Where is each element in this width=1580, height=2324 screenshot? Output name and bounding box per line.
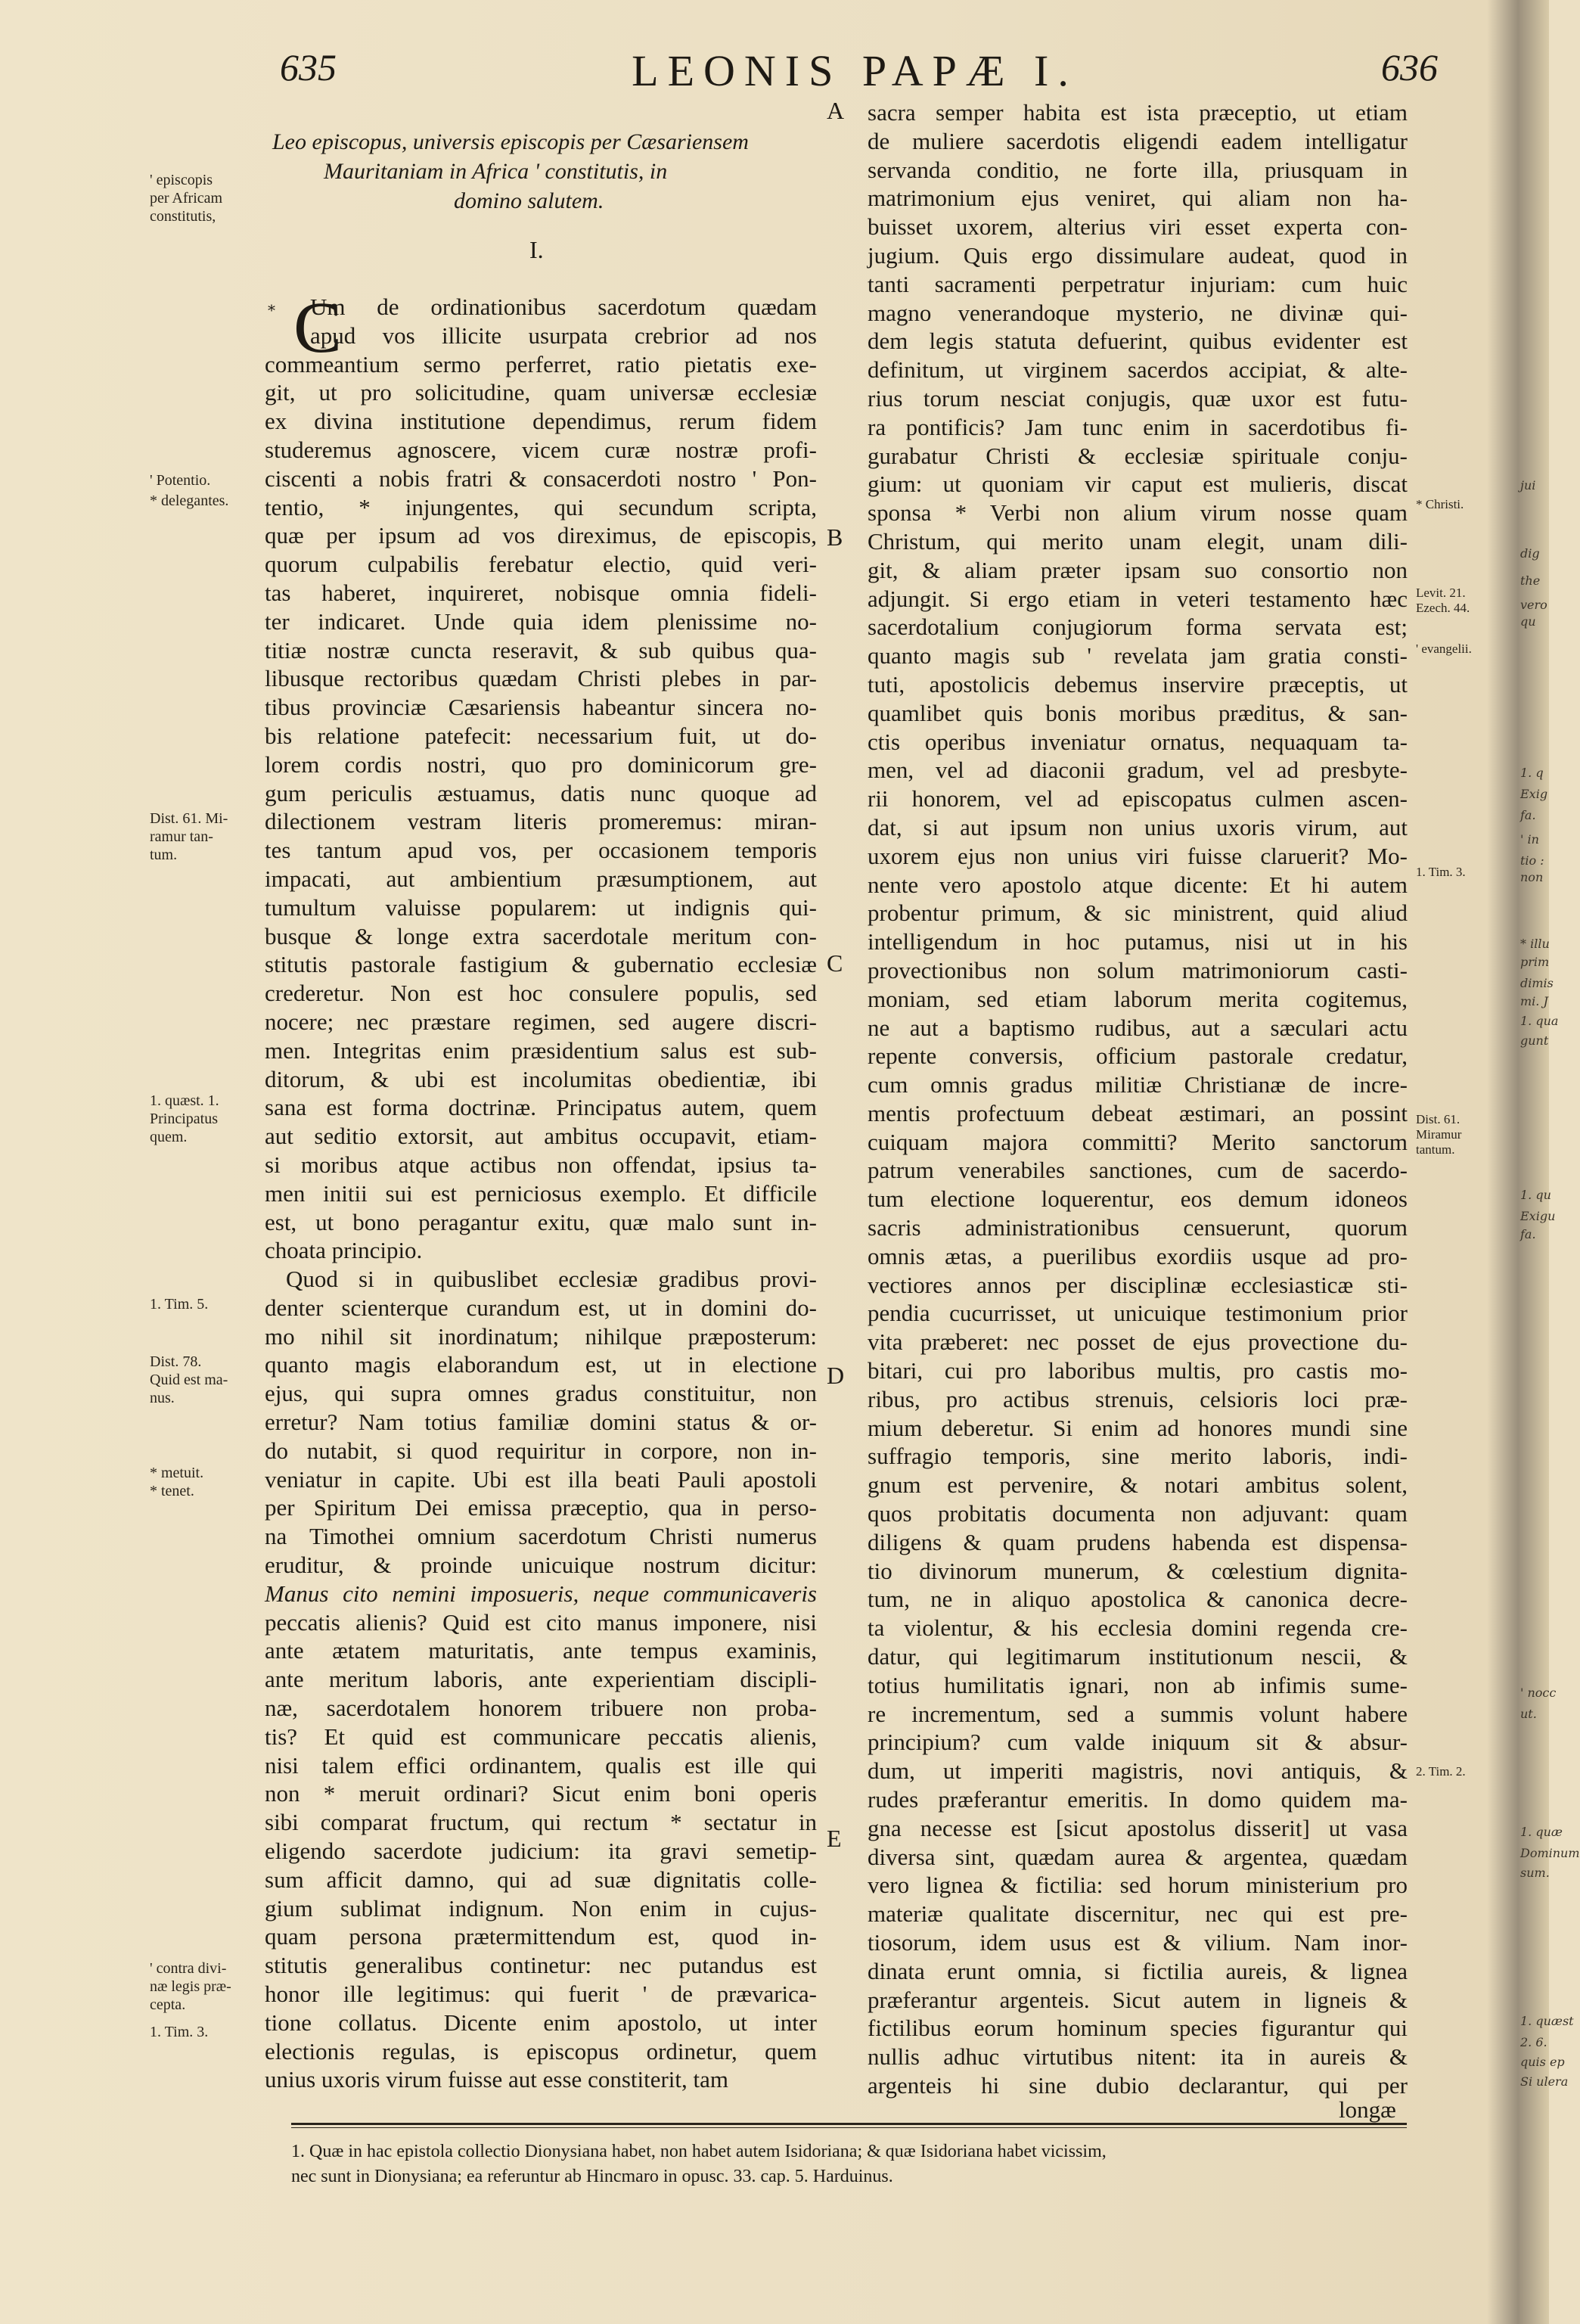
text-line: omnis ætas, a puerilibus exordiis usque ad pro-: [868, 1242, 1408, 1269]
text-line: sacris administrationibus censuerunt, quorum: [868, 1214, 1408, 1241]
text-line: buisset uxorem, alterius viri esset experta con-: [868, 213, 1408, 241]
text-line: diligens & quam prudens habenda est dispensa-: [868, 1528, 1408, 1555]
text-line: tibus provinciæ Cæsariensis habeantur sincera no-: [265, 694, 817, 721]
text-line: lorem cordis nostri, quo pro dominicorum gre-: [265, 750, 817, 778]
text-line: de muliere sacerdotis eligendi eadem intelligatur: [868, 127, 1408, 154]
neighbor-fragment: mi. J: [1520, 994, 1548, 1008]
margin-note: [1416, 586, 1470, 616]
text-line: ribus, pro actibus strenuis, celsioris loci præ-: [868, 1385, 1408, 1412]
margin-note-line: ' contra divi-: [150, 1960, 227, 1977]
text-line: libusque rectoribus quædam Christi plebes in par-: [265, 665, 817, 692]
text-line: tis? Et quid est communicare peccatis alienis,: [265, 1723, 817, 1750]
text-line: do nutabit, si quod requiritur in corpore, non in-: [265, 1437, 817, 1464]
text-line: quanto magis elaborandum est, ut in electione: [265, 1351, 817, 1378]
neighbor-fragment: 1. qua: [1520, 1014, 1559, 1028]
text-line: tio divinorum munerum, & cœlestium dignita-: [868, 1557, 1408, 1584]
margin-note-line: Dist. 78.: [150, 1353, 202, 1370]
text-line: honor ille legitimus: qui fuerit ' de prævarica-: [265, 1981, 817, 2008]
neighbor-fragment: Exigu: [1520, 1209, 1556, 1223]
text-line: men, vel ad diaconii gradum, vel ad presbyte-: [868, 757, 1408, 784]
salutation-line: Leo episcopus, universis episcopis per Cæsariensem: [272, 129, 749, 154]
neighbor-fragment: non: [1520, 870, 1544, 884]
text-line: sponsa * Verbi non alium virum nosse quam: [868, 499, 1408, 527]
margin-note: [150, 492, 228, 510]
text-line: men. Integritas enim præsidentium salus est sub-: [265, 1036, 817, 1064]
text-line: dat, si aut ipsum non unius uxoris virum, aut: [868, 813, 1408, 840]
text-line: crederetur. Non est hoc consulere populis, sed: [265, 980, 817, 1007]
text-line: gium: ut quoniam vir caput est mulieris, discat: [868, 471, 1408, 498]
text-line: servanda conditio, ne forte illa, priusquam in: [868, 156, 1408, 183]
drop-capital: C: [293, 287, 343, 368]
text-line: jugium. Quis ergo dissimulare audeat, quod in: [868, 241, 1408, 269]
neighbor-fragment: 1. q: [1520, 766, 1544, 780]
text-line: dinata erunt omnia, si fictilia aureis, & lignea: [868, 1957, 1408, 1984]
footnote-rule-thin: [291, 2127, 1407, 2128]
text-line: næ, sacerdotalem honorem tribuere non proba-: [265, 1695, 817, 1722]
text-line: ta violentur, & his ecclesia domini regenda cre-: [868, 1614, 1408, 1642]
text-line: ctis operibus inveniatur ornatus, nequaquam ta-: [868, 728, 1408, 755]
text-line: ciscenti a nobis fratri & consacerdoti nostro ' Pon-: [265, 464, 817, 492]
neighbor-fragment: 1. qu: [1520, 1188, 1551, 1202]
margin-note-line: 1. Tim. 3.: [1416, 865, 1466, 879]
text-line: mo nihil sit inordinatum; nihilque præposterum:: [265, 1322, 817, 1350]
margin-note: [150, 1092, 219, 1146]
text-line: eruditur, & proinde unicuique nostrum dicitur:: [265, 1552, 817, 1579]
text-line: ejus, qui supra omnes gradus constituitur, non: [265, 1380, 817, 1407]
text-line: tes tantum apud vos, per occasionem temporis: [265, 837, 817, 864]
footnote-marker: *: [268, 301, 275, 319]
text-line: rius torum nesciat conjugis, quæ uxor est futu-: [868, 384, 1408, 412]
text-line: sacerdotalium conjugiorum forma servata est;: [868, 614, 1408, 641]
salutation-line: Mauritaniam in Africa ' constitutis, in: [324, 159, 668, 184]
text-line: ante meritum laboris, ante experientiam discipli-: [265, 1666, 817, 1693]
text-line: tum, ne in aliquo apostolica & canonica decre-: [868, 1586, 1408, 1613]
section-number: I.: [529, 236, 544, 263]
text-line: veniatur in capite. Ubi est illa beati Pauli apostoli: [265, 1465, 817, 1493]
text-line: gium sublimat indignum. Non enim in cujus-: [265, 1894, 817, 1922]
margin-note: [150, 471, 210, 489]
footnote-line: nec sunt in Dionysiana; ea referuntur ab Hincmaro in opusc. 33. cap. 5. Harduinus.: [291, 2167, 893, 2186]
text-line: quorum culpabilis ferebatur electio, quid veri-: [265, 551, 817, 578]
text-line: dilectionem vestram literis promeremus: miran-: [265, 808, 817, 835]
page-number-right: 636: [1381, 46, 1438, 89]
neighbor-fragment: jui: [1520, 478, 1536, 492]
text-line: fictilibus eorum hominum species figurantur qui: [868, 2015, 1408, 2042]
text-line: pendia cucurrisset, ut unicuique testimonium prior: [868, 1300, 1408, 1327]
neighbor-fragment: fa.: [1520, 1227, 1536, 1241]
margin-note: [150, 2023, 208, 2041]
margin-note-line: per Africam: [150, 190, 223, 207]
text-line: tuti, apostolicis debemus inservire præceptis, ut: [868, 670, 1408, 698]
margin-note-line: 1. quæst. 1.: [150, 1092, 219, 1109]
text-line: quanto magis sub ' revelata jam gratia consti-: [868, 642, 1408, 670]
margin-note: [1416, 865, 1466, 880]
neighbor-fragment: 2. 6.: [1520, 2035, 1547, 2049]
text-line: intelligendum in hoc putamus, nisi ut in his: [868, 928, 1408, 955]
text-line: definitum, ut virginem sacerdos accipiat, & alte-: [868, 356, 1408, 384]
margin-note-line: Levit. 21.: [1416, 586, 1466, 600]
text-line: non * meruit ordinari? Sicut enim boni operis: [265, 1780, 817, 1807]
margin-note: [1416, 1112, 1461, 1157]
text-line: tiosorum, idem usus est & vilium. Nam inor-: [868, 1929, 1408, 1956]
text-line: probentur primum, & sic ministrent, quid aliud: [868, 899, 1408, 927]
margin-note-line: ' episcopis: [150, 172, 213, 188]
text-line: peccatis alienis? Quid est cito manus imponere, nisi: [265, 1608, 817, 1636]
margin-note-line: Dist. 61. Mi-: [150, 810, 228, 827]
footnote-line: 1. Quæ in hac epistola collectio Dionysiana habet, non habet autem Isidoriana; & quæ Isidoriana habet vicissim,: [291, 2142, 1107, 2161]
text-line: si moribus atque actibus non offendat, ipsius ta-: [265, 1151, 817, 1178]
margin-note-line: ' Potentio.: [150, 472, 211, 489]
text-line: Um de ordinationibus sacerdotum quædam: [310, 294, 817, 320]
margin-note-line: Dist. 61.: [1416, 1112, 1460, 1126]
margin-note: [1416, 642, 1472, 657]
text-line: ditorum, & ubi est incolumitas obedientiæ, ibi: [265, 1065, 817, 1092]
text-line: bis relatione patefecit: necessarium fuit, ut do-: [265, 722, 817, 749]
margin-note: [150, 809, 228, 864]
text-line: tas haberet, inquireret, nobisque omnia fideli-: [265, 579, 817, 606]
text-line: stitutis generalibus continetur: nec putandus est: [265, 1952, 817, 1979]
text-line: denter scienterque curandum est, ut in domini do-: [265, 1294, 817, 1321]
neighbor-fragment: tio :: [1520, 853, 1544, 868]
text-line: studeremus agnoscere, vicem curæ nostræ profi-: [265, 436, 817, 463]
margin-note-line: * metuit.: [150, 1465, 204, 1481]
margin-note-line: Miramur: [1416, 1127, 1462, 1142]
page-number-left: 635: [280, 46, 337, 89]
margin-note-line: 1. Tim. 3.: [150, 2024, 209, 2040]
margin-note: [150, 1353, 228, 1407]
text-line: Quod si in quibuslibet ecclesiæ gradibus provi-: [286, 1266, 817, 1293]
left-text-column: [265, 287, 817, 2094]
right-text-column: [868, 98, 1408, 2100]
section-letter: A: [827, 97, 845, 124]
text-line: gurabatur Christi & ecclesiæ spirituale conju-: [868, 442, 1408, 469]
text-line: totius humilitatis ignari, non ab infimis sume-: [868, 1671, 1408, 1698]
salutation-line: domino salutem.: [454, 188, 604, 213]
salutation: [272, 127, 817, 216]
margin-note-line: 1. Tim. 5.: [150, 1296, 209, 1313]
neighbor-fragment: ut.: [1520, 1707, 1537, 1721]
margin-note: [150, 1295, 208, 1313]
text-line: provectionibus non solum matrimoniorum casti-: [868, 956, 1408, 983]
text-line: mentis profectuum debeat æstimari, an possint: [868, 1099, 1408, 1126]
neighbor-fragment: prim: [1520, 955, 1550, 969]
neighbor-fragment: dimis: [1520, 976, 1554, 990]
text-line: eligendo sacerdote judicium: ita gravi semetip-: [265, 1838, 817, 1865]
running-title: LEONIS PAPÆ I.: [632, 46, 1078, 95]
margin-note-line: cepta.: [150, 1996, 186, 2013]
neighbor-fragment: vero: [1520, 598, 1547, 612]
text-line: nisi talem effici ordinantem, qualis est ille qui: [265, 1751, 817, 1779]
text-line: men initii sui est perniciosus exemplo. Et difficile: [265, 1179, 817, 1207]
text-line: rudes præferantur emeritis. In domo quidem ma-: [868, 1786, 1408, 1813]
text-line: busque & longe extra sacerdotale meritum con-: [265, 922, 817, 949]
text-line: cum omnis gradus militiæ Christianæ de incre-: [868, 1071, 1408, 1098]
text-line: tione collatus. Dicente enim apostolo, ut inter: [265, 2009, 817, 2036]
neighbor-fragment: Dominum: [1520, 1846, 1580, 1860]
text-line: matrimonium ejus veniret, qui aliam non ha-: [868, 185, 1408, 212]
margin-note-line: tantum.: [1416, 1142, 1455, 1157]
neighbor-fragment: 1. quæ: [1520, 1825, 1563, 1839]
section-letter: E: [827, 1825, 842, 1852]
section-letter: D: [827, 1362, 845, 1389]
neighbor-fragment: Exig: [1520, 787, 1548, 801]
margin-note-line: Principatus: [150, 1111, 218, 1127]
text-line: argenteis hi sine dubio declarantur, qui per: [868, 2071, 1408, 2099]
text-line: uxorem ejus non unius viri fuisse claruerit? Mo-: [868, 842, 1408, 869]
section-letter: B: [827, 524, 843, 551]
margin-note-line: * tenet.: [150, 1483, 194, 1499]
margin-note: [1416, 1764, 1466, 1779]
neighbor-fragment: fa.: [1520, 808, 1536, 822]
text-line: dem legis statuta defuerint, quibus evidenter est: [868, 328, 1408, 355]
section-letter: C: [827, 949, 843, 977]
text-line: stitutis pastorale fastigium & gubernatio ecclesiæ: [265, 951, 817, 978]
text-line: impacati, aut ambientium præsumptionem, aut: [265, 865, 817, 892]
margin-note-line: ' evangelii.: [1416, 642, 1472, 656]
neighbor-fragment: Si ulera: [1520, 2074, 1569, 2089]
neighbor-fragment: the: [1520, 573, 1541, 588]
text-line: ex divina institutione dependimus, rerum fidem: [265, 408, 817, 435]
text-line: ne aut a baptismo rudibus, aut a sæculari actu: [868, 1014, 1408, 1041]
text-line: ra pontificis? Jam tunc enim in sacerdotibus fi-: [868, 413, 1408, 440]
text-line: tentio, * injungentes, qui secundum scripta,: [265, 493, 817, 520]
margin-note: [1416, 497, 1464, 512]
text-line: quos probitatis documenta non adjuvant: quam: [868, 1500, 1408, 1527]
margin-note-line: 2. Tim. 2.: [1416, 1764, 1466, 1779]
margin-note-line: * delegantes.: [150, 492, 229, 509]
text-line: nente vero apostolo atque dicente: Et hi autem: [868, 871, 1408, 898]
text-line: aut seditio extorsit, aut ambitus occupavit, etiam-: [265, 1123, 817, 1150]
margin-note-line: ramur tan-: [150, 828, 213, 845]
text-line: quam persona prætermittendum est, quod in-: [265, 1923, 817, 1950]
text-line: gum periculis æstuamus, datis nunc quoque ad: [265, 779, 817, 806]
text-line: repente conversis, officium pastorale credatur,: [868, 1042, 1408, 1070]
text-line: choata principio.: [265, 1237, 423, 1264]
footnote-rule: [291, 2123, 1407, 2125]
text-line: titiæ nostræ cuncta reseravit, & sub quibus qua-: [265, 636, 817, 663]
margin-note-line: nus.: [150, 1390, 175, 1406]
margin-note-line: næ legis præ-: [150, 1978, 231, 1995]
text-line: git, ut pro solicitudine, quam universæ ecclesiæ: [265, 379, 817, 406]
text-line: re incrementum, sed a summis volunt habere: [868, 1700, 1408, 1727]
text-line: principium? cum valde iniquum sit & absur-: [868, 1729, 1408, 1756]
text-line: diversa sint, quædam aurea & argentea, quædam: [868, 1843, 1408, 1870]
text-line: rii honorem, vel ad episcopatus culmen ascen-: [868, 785, 1408, 812]
text-line: datur, qui legitimarum institutionum nescii, &: [868, 1643, 1408, 1670]
neighbor-fragment: 1. quæst: [1520, 2014, 1574, 2028]
text-line: gnum est pervenire, & notari ambitus solent,: [868, 1471, 1408, 1499]
text-line: quamlibet quis bonis moribus præditus, & san-: [868, 699, 1408, 726]
margin-note: [150, 1959, 231, 2014]
text-line: apud vos illicite usurpata crebrior ad nos: [310, 322, 817, 349]
text-line: sum afficit damno, qui ad suæ dignitatis colle-: [265, 1866, 817, 1893]
text-line: na Timothei omnium sacerdotum Christi numerus: [265, 1523, 817, 1550]
neighbor-fragment: ' in: [1520, 832, 1539, 847]
text-line: git, & aliam præter ipsam suo consortio non: [868, 556, 1408, 583]
catchword: [1339, 2096, 1429, 2124]
catchword-text: longæ: [1339, 2096, 1396, 2123]
text-line: dum, ut imperiti magistris, novi antiquis, &: [868, 1757, 1408, 1785]
text-line: sana est forma doctrinæ. Principatus autem, quem: [265, 1094, 817, 1121]
text-line: est, ut bono peragantur exitu, quæ malo sunt in-: [265, 1208, 817, 1235]
text-line: nocere; nec præstare regimen, sed augere discri-: [265, 1008, 817, 1035]
adjacent-page-edge: [1519, 0, 1580, 2324]
neighbor-fragment: sum.: [1520, 1866, 1550, 1880]
text-line: tanti sacramenti perpetratur injuriam: cum huic: [868, 270, 1408, 297]
neighbor-fragment: quis ep: [1520, 2055, 1565, 2069]
margin-note-line: Quid est ma-: [150, 1372, 228, 1388]
text-line: bitari, cui pro laboribus multis, pro castis mo-: [868, 1357, 1408, 1384]
margin-note-line: quem.: [150, 1129, 188, 1145]
text-line: commeantium sermo perferret, ratio pietatis exe-: [265, 350, 817, 377]
neighbor-fragment: qu: [1520, 614, 1536, 629]
margin-note-line: constitutis,: [150, 208, 216, 225]
text-line: tumultum valuisse popularem: ut indignis qui-: [265, 893, 817, 921]
text-line: sacra semper habita est ista præceptio, ut etiam: [868, 99, 1408, 126]
text-line: per Spiritum Dei emissa præceptio, qua in perso-: [265, 1494, 817, 1521]
neighbor-fragment: gunt: [1520, 1033, 1549, 1048]
text-line: suffragio temporis, sine merito laboris, indi-: [868, 1443, 1408, 1470]
text-line: gna necesse est [sicut apostolus disserit] ut vasa: [868, 1814, 1408, 1841]
text-line: tum electione loquerentur, eos demum idoneos: [868, 1185, 1408, 1213]
text-line: quæ per ipsum ad vos direximus, de episcopis,: [265, 522, 817, 549]
text-line: ante ætatem maturitatis, ante tempus examinis,: [265, 1637, 817, 1664]
text-line: electionis regulas, is episcopus ordinetur, quem: [265, 2037, 817, 2065]
text-line: erretur? Nam totius familiæ domini status & or-: [265, 1409, 817, 1436]
margin-note-line: * Christi.: [1416, 497, 1464, 511]
text-line: vectiores annos per disciplinæ ecclesiasticæ sti-: [868, 1271, 1408, 1298]
text-line: materiæ qualitate discernitur, nec qui est pre-: [868, 1900, 1408, 1928]
neighbor-fragment: dig: [1520, 546, 1540, 561]
text-line: ter indicaret. Unde quia idem plenissime no-: [265, 607, 817, 635]
text-line: moniam, sed etiam laborum merita cogitemus,: [868, 985, 1408, 1012]
text-line: cuiquam majora committi? Merito sanctorum: [868, 1128, 1408, 1155]
text-line: præferantur argenteis. Sicut autem in ligneis &: [868, 1986, 1408, 2013]
text-line: vero lignea & fictilia: sed horum ministerium pro: [868, 1872, 1408, 1899]
text-line: unius uxoris virum fuisse aut esse constiterit, tam: [265, 2066, 729, 2093]
text-line: Manus cito nemini imposueris, neque communicaveris: [265, 1580, 817, 1607]
neighbor-fragment: ' nocc: [1520, 1686, 1557, 1700]
margin-note: [150, 171, 222, 225]
margin-note-line: Ezech. 44.: [1416, 601, 1470, 615]
margin-note-line: tum.: [150, 847, 178, 863]
text-line: Christum, qui merito unam elegit, unam dili-: [868, 527, 1408, 555]
text-line: nullis adhuc virtutibus nitent: ita in aureis &: [868, 2043, 1408, 2071]
neighbor-fragment: * illu: [1520, 937, 1550, 951]
text-line: mium deberetur. Si enim ad honores mundi sine: [868, 1414, 1408, 1441]
text-line: vita præberet: nec posset de ejus provectione du-: [868, 1328, 1408, 1356]
text-line: patrum venerabiles sanctiones, cum de sacerdo-: [868, 1157, 1408, 1184]
text-line: adjungit. Si ergo etiam in veteri testamento hæc: [868, 585, 1408, 612]
margin-note: [150, 1464, 203, 1500]
text-line: sibi comparat fructum, qui rectum * sectatur in: [265, 1809, 817, 1836]
text-line: magno venerandoque mysterio, ne divinæ qui-: [868, 299, 1408, 326]
footnote: [291, 2139, 1407, 2189]
